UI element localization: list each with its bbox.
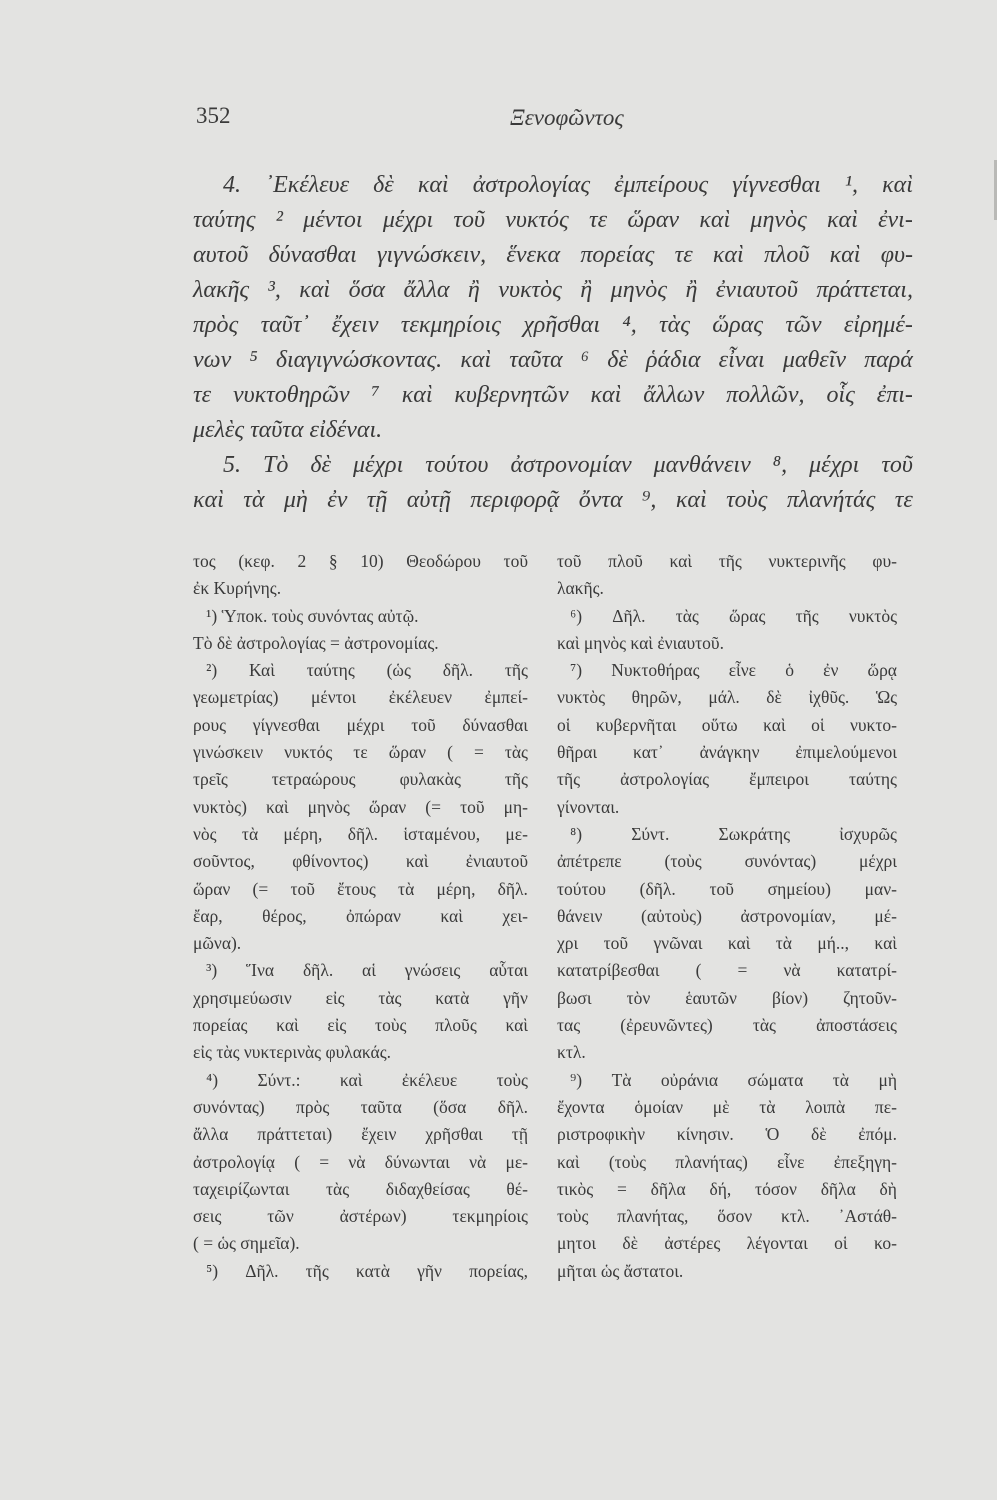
footnote-line: λακῆς. (557, 578, 604, 599)
page-number: 352 (196, 103, 231, 128)
footnote-line: τρεῖς τετραώρους φυλακὰς τῆς (193, 769, 528, 790)
footnotes-left-column (193, 548, 528, 1285)
main-text-line: αυτοῦ δύνασθαι γιγνώσκειν, ἕνεκα πορείας τε καὶ πλοῦ καὶ φυ- (193, 242, 913, 268)
footnote-line: βωσι τὸν ἑαυτῶν βίον) ζητοῦν- (557, 987, 897, 1008)
footnote-line: τῆς ἀστρολογίας ἔμπειροι ταύτης (557, 769, 897, 790)
footnote-line: ἄλλα πράττεται) ἔχειν χρῆσθαι τῇ (193, 1124, 528, 1145)
footnote-line: καὶ (τοὺς πλανήτας) εἶνε ἐπεξηγη- (557, 1151, 897, 1172)
footnote-line: εἰς τὰς νυκτερινὰς φυλακάς. (193, 1042, 392, 1063)
footnote-line: ριστροφικὴν κίνησιν. Ὁ δὲ ἐπόμ. (557, 1124, 897, 1145)
footnote-line: ἔαρ, θέρος, ὀπώραν καὶ χει- (193, 905, 528, 926)
footnote-line: χρησιμεύωσιν εἰς τὰς κατὰ γῆν (193, 987, 528, 1008)
footnote-line: νὸς τὰ μέρη, δῆλ. ἱσταμένου, με- (193, 823, 528, 844)
footnote-line: τικὸς = δῆλα δή, τόσον δῆλα δὴ (557, 1178, 897, 1199)
footnote-line: χρι τοῦ γνῶναι καὶ τὰ μή.., καὶ (557, 933, 897, 954)
running-title: Ξενοφῶντος (510, 105, 624, 130)
footnote-line: πορείας καὶ εἰς τοὺς πλοῦς καὶ (193, 1015, 528, 1036)
footnote-line: ταχειρίζωνται τὰς διδαχθείσας θέ- (193, 1178, 528, 1199)
footnote-line: θῆραι κατ᾿ ἀνάγκην ἐπιμελούμενοι (557, 742, 897, 763)
footnote-line: ⁸) Σύντ. Σωκράτης ἰσχυρῶς (557, 823, 897, 844)
main-text-line: ταύτης ² μέντοι μέχρι τοῦ νυκτός τε ὥραν καὶ μηνὸς καὶ ἐνι- (193, 207, 913, 233)
main-text-block (193, 168, 913, 518)
page-header (0, 103, 997, 143)
main-text-line: λακῆς ³, καὶ ὅσα ἄλλα ἢ νυκτὸς ἢ μηνὸς ἢ ἐνιαυτοῦ πράττεται, (193, 277, 913, 303)
footnote-line: ¹) Ὑποκ. τοὺς συνόντας αὐτῷ. (193, 605, 419, 626)
footnote-line: οἱ κυβερνῆται οὕτω καὶ οἱ νυκτο- (557, 714, 897, 735)
footnote-line: ⁷) Νυκτοθήρας εἶνε ὁ ἐν ὥρᾳ (557, 660, 897, 681)
footnote-line: τος (κεφ. 2 § 10) Θεοδώρου τοῦ (193, 551, 528, 571)
footnote-line: ὥραν (= τοῦ ἔτους τὰ μέρη, δῆλ. (193, 878, 528, 899)
footnote-line: σεις τῶν ἀστέρων) τεκμηρίοις (193, 1206, 528, 1227)
footnote-line: ⁴) Σύντ.: καὶ ἐκέλευε τοὺς (193, 1069, 528, 1090)
footnote-line: ἔχοντα ὁμοίαν μὲ τὰ λοιπὰ πε- (557, 1096, 897, 1117)
footnote-line: γινώσκειν νυκτός τε ὥραν ( = τὰς (193, 742, 528, 763)
footnote-line: κτλ. (557, 1042, 586, 1063)
footnote-line: ἐκ Κυρήνης. (193, 578, 282, 599)
footnote-line: τοῦ πλοῦ καὶ τῆς νυκτερινῆς φυ- (557, 551, 897, 571)
footnote-line: γεωμετρίας) μέντοι ἐκέλευεν ἐμπεί- (193, 687, 528, 708)
footnote-line: συνόντας) πρὸς ταῦτα (ὅσα δῆλ. (193, 1096, 528, 1117)
footnote-line: θάνειν (αὐτοὺς) ἀστρονομίαν, μέ- (557, 905, 897, 926)
footnote-line: τας (ἐρευνῶντες) τὰς ἀποστάσεις (557, 1015, 897, 1036)
footnote-line: νυκτὸς) καὶ μηνὸς ὥραν (= τοῦ μη- (193, 796, 528, 817)
footnote-line: τούτου (δῆλ. τοῦ σημείου) μαν- (557, 878, 897, 899)
footnote-line: τοὺς πλανήτας, ὅσον κτλ. ᾿Αστάθ- (557, 1206, 897, 1227)
footnotes-right-column (557, 548, 897, 1285)
footnote-line: ⁹) Τὰ οὐράνια σώματα τὰ μὴ (557, 1069, 897, 1090)
footnote-line: γίνονται. (557, 796, 620, 817)
footnote-line: ρους γίγνεσθαι μέχρι τοῦ δύνασθαι (193, 714, 528, 735)
footnote-line: σοῦντος, φθίνοντος) καὶ ἐνιαυτοῦ (193, 851, 528, 872)
footnote-line: ⁶) Δῆλ. τὰς ὥρας τῆς νυκτὸς (557, 605, 897, 626)
footnote-line: μῆται ὡς ἄστατοι. (557, 1260, 684, 1281)
footnote-line: ( = ὡς σημεῖα). (193, 1233, 300, 1254)
footnote-line: Τὸ δὲ ἀστρολογίας = ἀστρονομίας. (193, 632, 439, 653)
footnote-line: ²) Καὶ ταύτης (ὡς δῆλ. τῆς (193, 660, 528, 681)
main-text-line: 5. Τὸ δὲ μέχρι τούτου ἀστρονομίαν μανθάνειν ⁸, μέχρι τοῦ (193, 452, 913, 478)
footnote-line: νυκτὸς θηρῶν, μάλ. δὲ ἰχθῦς. Ὡς (557, 687, 897, 708)
main-text-line: μελὲς ταῦτα εἰδέναι. (193, 417, 383, 443)
main-text-line: πρὸς ταῦτ᾿ ἔχειν τεκμηρίοις χρῆσθαι ⁴, τὰς ὥρας τῶν εἰρημέ- (193, 312, 913, 338)
footnote-line: μῶνα). (193, 933, 242, 954)
main-text-line: 4. ᾿Εκέλευε δὲ καὶ ἀστρολογίας ἐμπείρους γίγνεσθαι ¹, καὶ (193, 172, 913, 198)
main-text-line: τε νυκτοθηρῶν ⁷ καὶ κυβερνητῶν καὶ ἄλλων πολλῶν, οἷς ἐπι- (193, 382, 913, 408)
footnote-line: κατατρίβεσθαι ( = νὰ κατατρί- (557, 960, 897, 981)
footnote-line: ³) Ἵνα δῆλ. αἱ γνώσεις αὗται (193, 960, 528, 981)
main-text-line: καὶ τὰ μὴ ἐν τῇ αὐτῇ περιφορᾷ ὄντα ⁹, καὶ τοὺς πλανήτάς τε (193, 487, 913, 513)
footnote-line: ἀπέτρεπε (τοὺς συνόντας) μέχρι (557, 851, 897, 872)
main-text-line: νων ⁵ διαγιγνώσκοντας. καὶ ταῦτα ⁶ δὲ ῥάδια εἶναι μαθεῖν παρά (193, 347, 913, 373)
footnote-line: ⁵) Δῆλ. τῆς κατὰ γῆν πορείας, (193, 1260, 528, 1281)
footnote-line: καὶ μηνὸς καὶ ἐνιαυτοῦ. (557, 632, 724, 653)
footnote-line: μητοι δὲ ἀστέρες λέγονται οἱ κο- (557, 1233, 897, 1254)
footnote-line: ἀστρολογίᾳ ( = νὰ δύνωνται νὰ με- (193, 1151, 528, 1172)
